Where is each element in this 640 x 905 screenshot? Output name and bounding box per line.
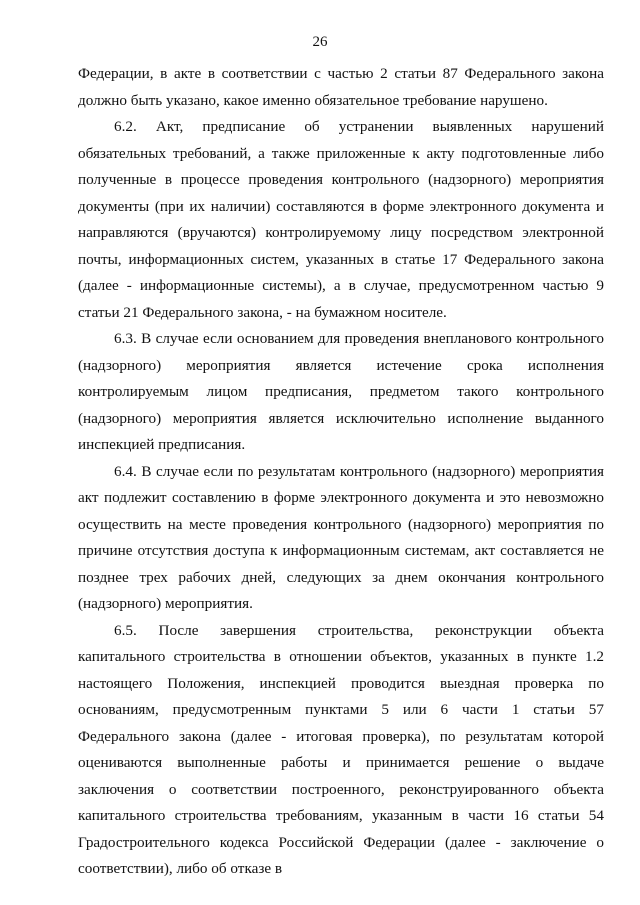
page-number: 26	[312, 34, 328, 50]
paragraph-6-5: 6.5. После завершения строительства, реконструкции объекта капитального строительства в отношении объектов, указанных в пункте 1.2 настоящего Положения, инспекцией проводится выездная проверка по основаниям, предусмотренным пунктами 5 или 6 части 1 статьи 57 Федерального закона (далее - итоговая проверка), по результатам которой оцениваются выполненные работы и принимается решение о выдаче заключения о соответствии построенного, реконструированного объекта капитального строительства требованиям, указанным в части 16 статьи 54 Градостроительного кодекса Российской Федерации (далее - заключение о соответствии), либо об отказе в	[78, 621, 604, 877]
paragraph-continuation: Федерации, в акте в соответствии с частью 2 статьи 87 Федерального закона должно быть указано, какое именно обязательное требование нарушено.	[78, 65, 604, 109]
document-body	[78, 61, 604, 883]
paragraph-6-4: 6.4. В случае если по результатам контрольного (надзорного) мероприятия акт подлежит составлению в форме электронного документа и это невозможно осуществить на месте проведения контрольного (надзорного) мероприятия по причине отсутствия доступа к информационным системам, акт составляется не позднее трех рабочих дней, следующих за днем окончания контрольного (надзорного) мероприятия.	[78, 462, 604, 612]
paragraph-6-3: 6.3. В случае если основанием для проведения внепланового контрольного (надзорного) мероприятия является истечение срока исполнения контролируемым лицом предписания, предметом такого контрольного (надзорного) мероприятия является исключительно исполнение выданного инспекцией предписания.	[78, 330, 604, 453]
paragraph-6-2: 6.2. Акт, предписание об устранении выявленных нарушений обязательных требований, а также приложенные к акту подготовленные либо полученные в процессе проведения контрольного (надзорного) мероприятия документы (при их наличии) составляются в форме электронного документа и направляются (вручаются) контролируемому лицу посредством электронной почты, информационных систем, указанных в статье 17 Федерального закона (далее - информационные системы), а в случае, предусмотренном частью 9 статьи 21 Федерального закона, - на бумажном носителе.	[78, 118, 604, 321]
